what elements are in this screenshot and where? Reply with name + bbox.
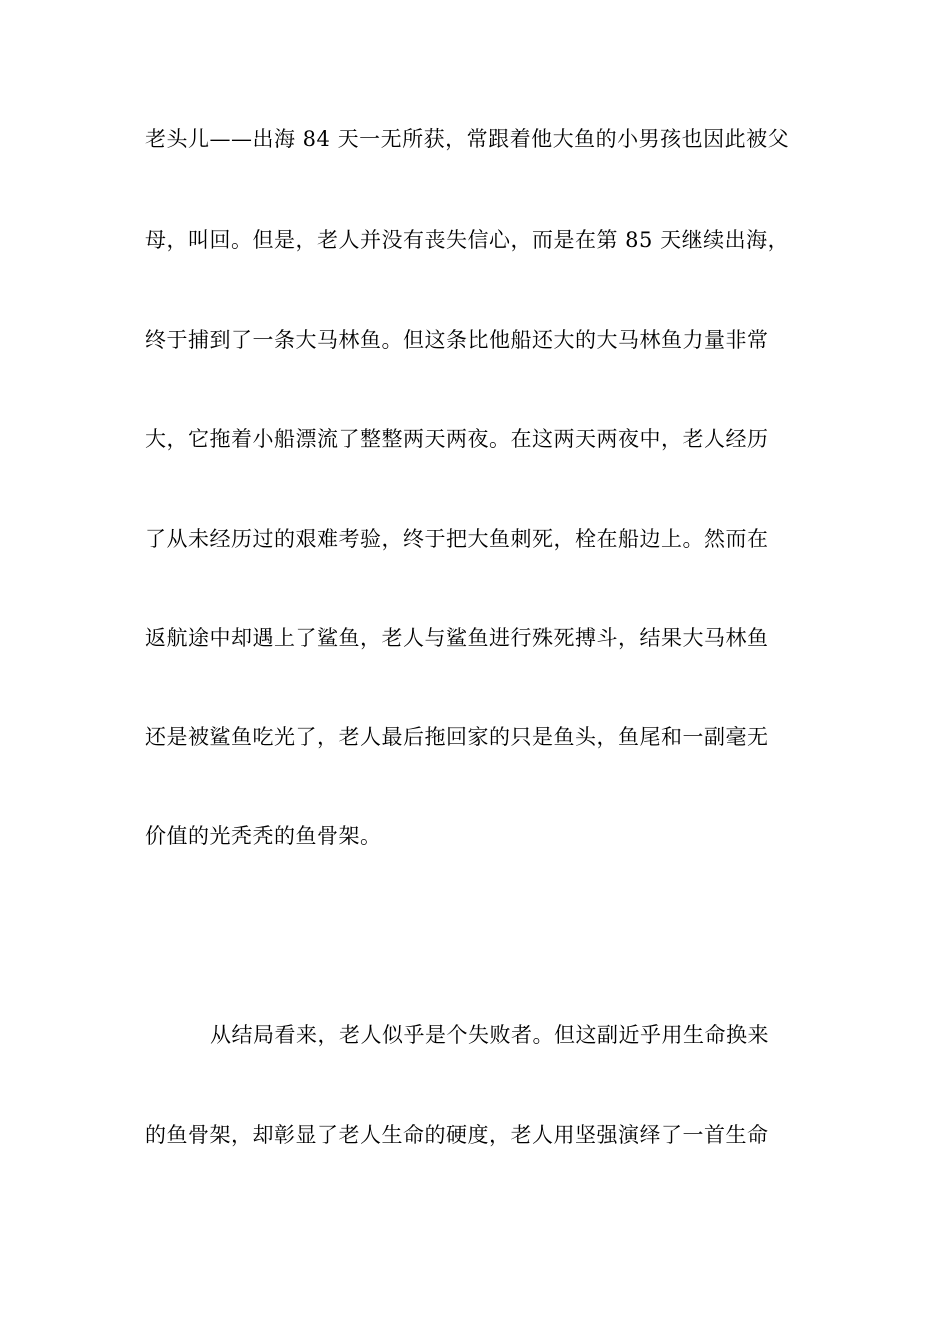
text-line: 返航途中却遇上了鲨鱼，老人与鲨鱼进行殊死搏斗，结果大马林鱼 [145, 626, 769, 650]
text-line: 大，它拖着小船漂流了整整两天两夜。在这两天两夜中，老人经历 [145, 427, 769, 451]
text-line: 价值的光秃秃的鱼骨架。 [145, 824, 382, 848]
text-line: 终于捕到了一条大马林鱼。但这条比他船还大的大马林鱼力量非常 [145, 328, 769, 352]
text-line: 从结局看来，老人似乎是个失败者。但这副近乎用生命换来 [210, 1023, 769, 1047]
text-line: 还是被鲨鱼吃光了，老人最后拖回家的只是鱼头，鱼尾和一副毫无 [145, 725, 769, 749]
text-line: 老头儿——出海 84 天一无所获，常跟着他大鱼的小男孩也因此被父 [145, 127, 790, 151]
text-line: 的鱼骨架，却彰显了老人生命的硬度，老人用坚强演绎了一首生命 [145, 1123, 769, 1147]
text-line: 母，叫回。但是，老人并没有丧失信心，而是在第 85 天继续出海， [145, 228, 790, 252]
text-line: 了从未经历过的艰难考验，终于把大鱼刺死，栓在船边上。然而在 [145, 527, 769, 551]
